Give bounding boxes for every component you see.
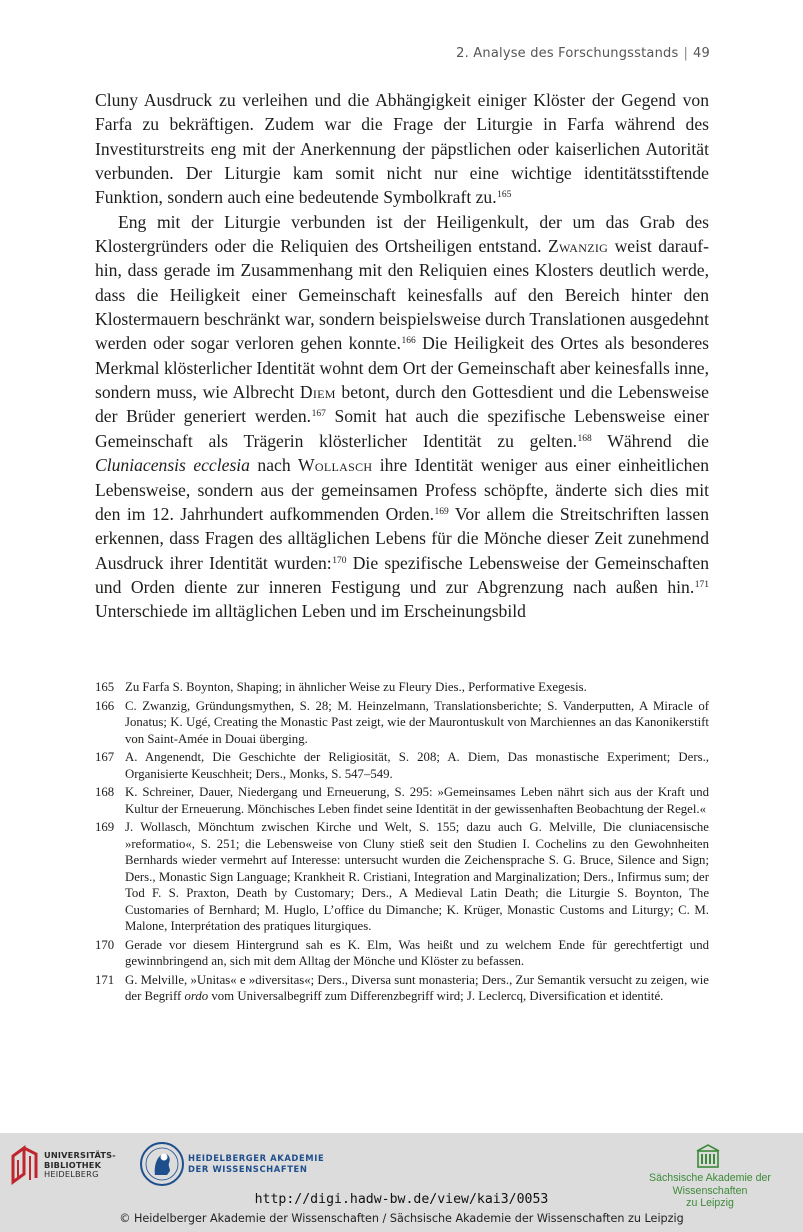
footnote-number: 166 [95,698,115,713]
text-run: Die Heiligkeit des Ortes als besonderes Merkmal klösterlicher Identität wohnt dem Ort der Gemeinschaft aber keinesfalls inne, sondern muss, wie Albrecht [95,333,709,403]
text-run: Somit hat auch die spezifische Lebensweise einer Gemeinschaft als Trägerin klösterlicher Identität zu gelten. [95,406,709,451]
author-name-wollasch: Wollasch [298,455,373,476]
footnote-165 [95,679,709,695]
ub-heidelberg-logo-icon[interactable] [10,1144,40,1186]
footnote-168 [95,784,709,817]
italic-term: ordo [184,989,209,1004]
text-run: Unterschiede im alltäglichen Leben und im Erscheinungsbild [95,601,526,622]
saw-line-2: zu Leipzig [686,1197,734,1210]
italic-term: Cluniacensis ecclesia [95,455,250,476]
footnote-number: 165 [95,680,115,694]
footnote-ref-169[interactable]: 169 [434,506,449,517]
footnote-number: 168 [95,785,115,800]
section-title: 2. Analyse des Forschungsstands [456,46,679,61]
footnote-ref-170[interactable]: 170 [332,555,347,566]
footnote-text [125,679,709,695]
text-run: Eng mit der Liturgie verbunden ist der Heiligenkult, der um das Grab des Klostergründers oder die Reliquien des Ortsheiligen entstand. [95,211,709,257]
document-url-link[interactable]: http://digi.hadw-bw.de/view/kai3/0053 [254,1192,549,1207]
footnote-number: 171 [95,972,115,987]
text-run: Während die [591,430,709,451]
text-run: C. Zwanzig, Gründungsmythen, S. 28; M. Heinzelmann, Translationsberichte; S. Vanderputten, A Miracle of Jonatus; K. Ugé, Creating the Monastic Past zeigt, wie der Maurontuskult von Marchiennes an das Kanonikerstift von Saint-Amée in Douai überging. [125,698,709,746]
hadw-line-1: HEIDELBERGER AKADEMIE [188,1153,325,1163]
hadw-seal-icon[interactable] [139,1141,185,1187]
hadw-line-2: DER WISSENSCHAFTEN [188,1163,308,1174]
text-run: Vor allem die Streitschriften lassen erkennen, dass Fragen des alltäglichen Lebens für die Mönche dieser Zeit zunehmend Ausdruck ihrer Identität wurden: [95,503,709,573]
footnote-text [125,937,709,970]
footnote-text [125,698,709,747]
saw-building-icon[interactable] [696,1143,720,1169]
saw-line-1: Sächsische Akademie der Wissenschaften [649,1172,771,1197]
author-name-zwanzig: Zwanzig [547,236,609,257]
footnote-ref-165[interactable]: 165 [497,190,512,201]
footnote-ref-168[interactable]: 168 [577,433,592,444]
body-text [95,88,709,624]
footnote-171 [95,972,709,1005]
ub-line-2: BIBLIOTHEK [44,1159,102,1170]
footnote-text [125,819,709,934]
footnote-170 [95,937,709,970]
text-run: Cluny Ausdruck zu verleihen und die Abhängigkeit einiger Klöster der Gegend von Farfa zu bekräftigen. Zudem war die Frage der Liturgie in Farfa während des Investiturstreits eng mit der Anerkennung der päpstlichen oder kaiserlichen Autorität verbunden. Der Liturgie kam somit nicht nur eine wichtige identitätsstiftende Funktion, sondern auch eine bedeutende Symbolkraft zu. [95,90,709,208]
footnote-number: 167 [95,750,115,765]
footnote-number: 169 [95,820,115,835]
text-run: G. Melville, »Unitas« e »diversitas«; Ders., Diversa sunt monasteria; Ders., Zur Semantik versucht zu zeigen, wie der Begriff [125,972,709,1004]
text-run: Gerade vor diesem Hintergrund sah es K. Elm, Was heißt und zu welchem Ende für gerechtfertigt und gewinnbringend an, sich mit dem Alltag der Mönche und Klöster zu befassen. [125,937,709,969]
ub-line-1: UNIVERSITÄTS- [44,1150,116,1160]
header-separator: | [683,46,689,61]
footnote-169 [95,819,709,934]
text-run: weist daraufhin, dass gerade im Zusammenhang mit den Reliquien eines Klosters deutlich werde, dass die Heiligkeit einer Gemeinschaft keinesfalls auf den Bereich hinter den Klostermauern beschränkt war, sondern beispielsweise durch Translationen ausgedehnt werden oder sogar verloren gehen konnte. [95,236,709,354]
text-run: J. Wollasch, Mönchtum zwischen Kirche und Welt, S. 155; dazu auch G. Melville, Die cluniacensische »reformatio«, S. 251; die Lebensweise von Cluny stieß seit den Studien I. Cochelins zu den Gewohnheiten Bernhards wieder vermehrt auf Interesse: untersucht wurden die Zeichensprache S. G. Bruce, Silence and Sign; Ders., Monastic Sign Language; Krankheit R. Cristiani, Integration and Marginalization; Ders., Infirmus sum; der Tod F. S. Praxton, Death by Customary; Ders., A Medieval Latin Death; die Liturgie S. Boynton, The Customaries of Bernhard; M. Huglo, L’office du Dimanche; K. Krüger, Monastic Customs and Liturgy; C. M. Malone, Interprétation des pratiques liturgiques. [125,820,709,934]
hadw-logo-text[interactable] [188,1153,324,1174]
footnote-167 [95,749,709,782]
text-run: K. Schreiner, Dauer, Niedergang und Erneuerung, S. 295: »Gemeinsames Leben nährt sich aus der Kraft und Kultur der Erneuerung. Mönchisches Leben findet seine Identität in der gewissenhaften Beobachtung der Regel.« [125,785,709,816]
text-run: nach [249,455,299,476]
text-run: A. Angenendt, Die Geschichte der Religiosität, S. 208; A. Diem, Das monastische Experiment; Ders., Organisierte Keuschheit; Ders., Monks, S. 547–549. [125,750,709,781]
footnote-ref-167[interactable]: 167 [311,409,326,420]
footnote-ref-171[interactable]: 171 [694,579,709,590]
text-run: Zu Farfa S. Boynton, Shaping; in ähnlicher Weise zu Fleury Dies., Performative Exegesis. [125,680,587,694]
page-number: 49 [693,46,710,61]
text-run: vom Universalbegriff zum Differenzbegriff wird; J. Leclercq, Diversification et identité. [208,989,664,1004]
footnote-number: 170 [95,937,115,952]
paragraph-1 [95,88,709,210]
copyright-notice: © Heidelberger Akademie der Wissenschaften / Sächsische Akademie der Wissenschaften zu Leipzig [119,1212,684,1225]
ub-heidelberg-logo-text[interactable] [44,1151,116,1180]
footnote-text [125,972,709,1005]
text-run: ihre Identität weniger aus einer einheitlichen Lebensweise, sondern aus der gemeinsamen Profess schöpfte, änderte sich dies mit den im 12. Jahrhundert aufkommenden Orden. [95,455,709,524]
author-name-diem: Diem [299,382,336,403]
paragraph-2 [95,210,709,624]
footnote-text [125,749,709,782]
ub-line-3: HEIDELBERG [44,1169,99,1180]
text-run: Die spezifische Lebensweise der Gemeinschaften und Orden diente zur inneren Festigung und zur Abgrenzung nach außen hin. [95,552,709,597]
footnote-166 [95,698,709,747]
running-head [456,46,710,61]
footnote-text [125,784,709,817]
text-run: betont, durch den Gottesdient und die Lebensweise der Brüder generiert werden. [95,382,709,427]
footnote-ref-166[interactable]: 166 [401,336,416,347]
footnotes [95,679,709,1007]
